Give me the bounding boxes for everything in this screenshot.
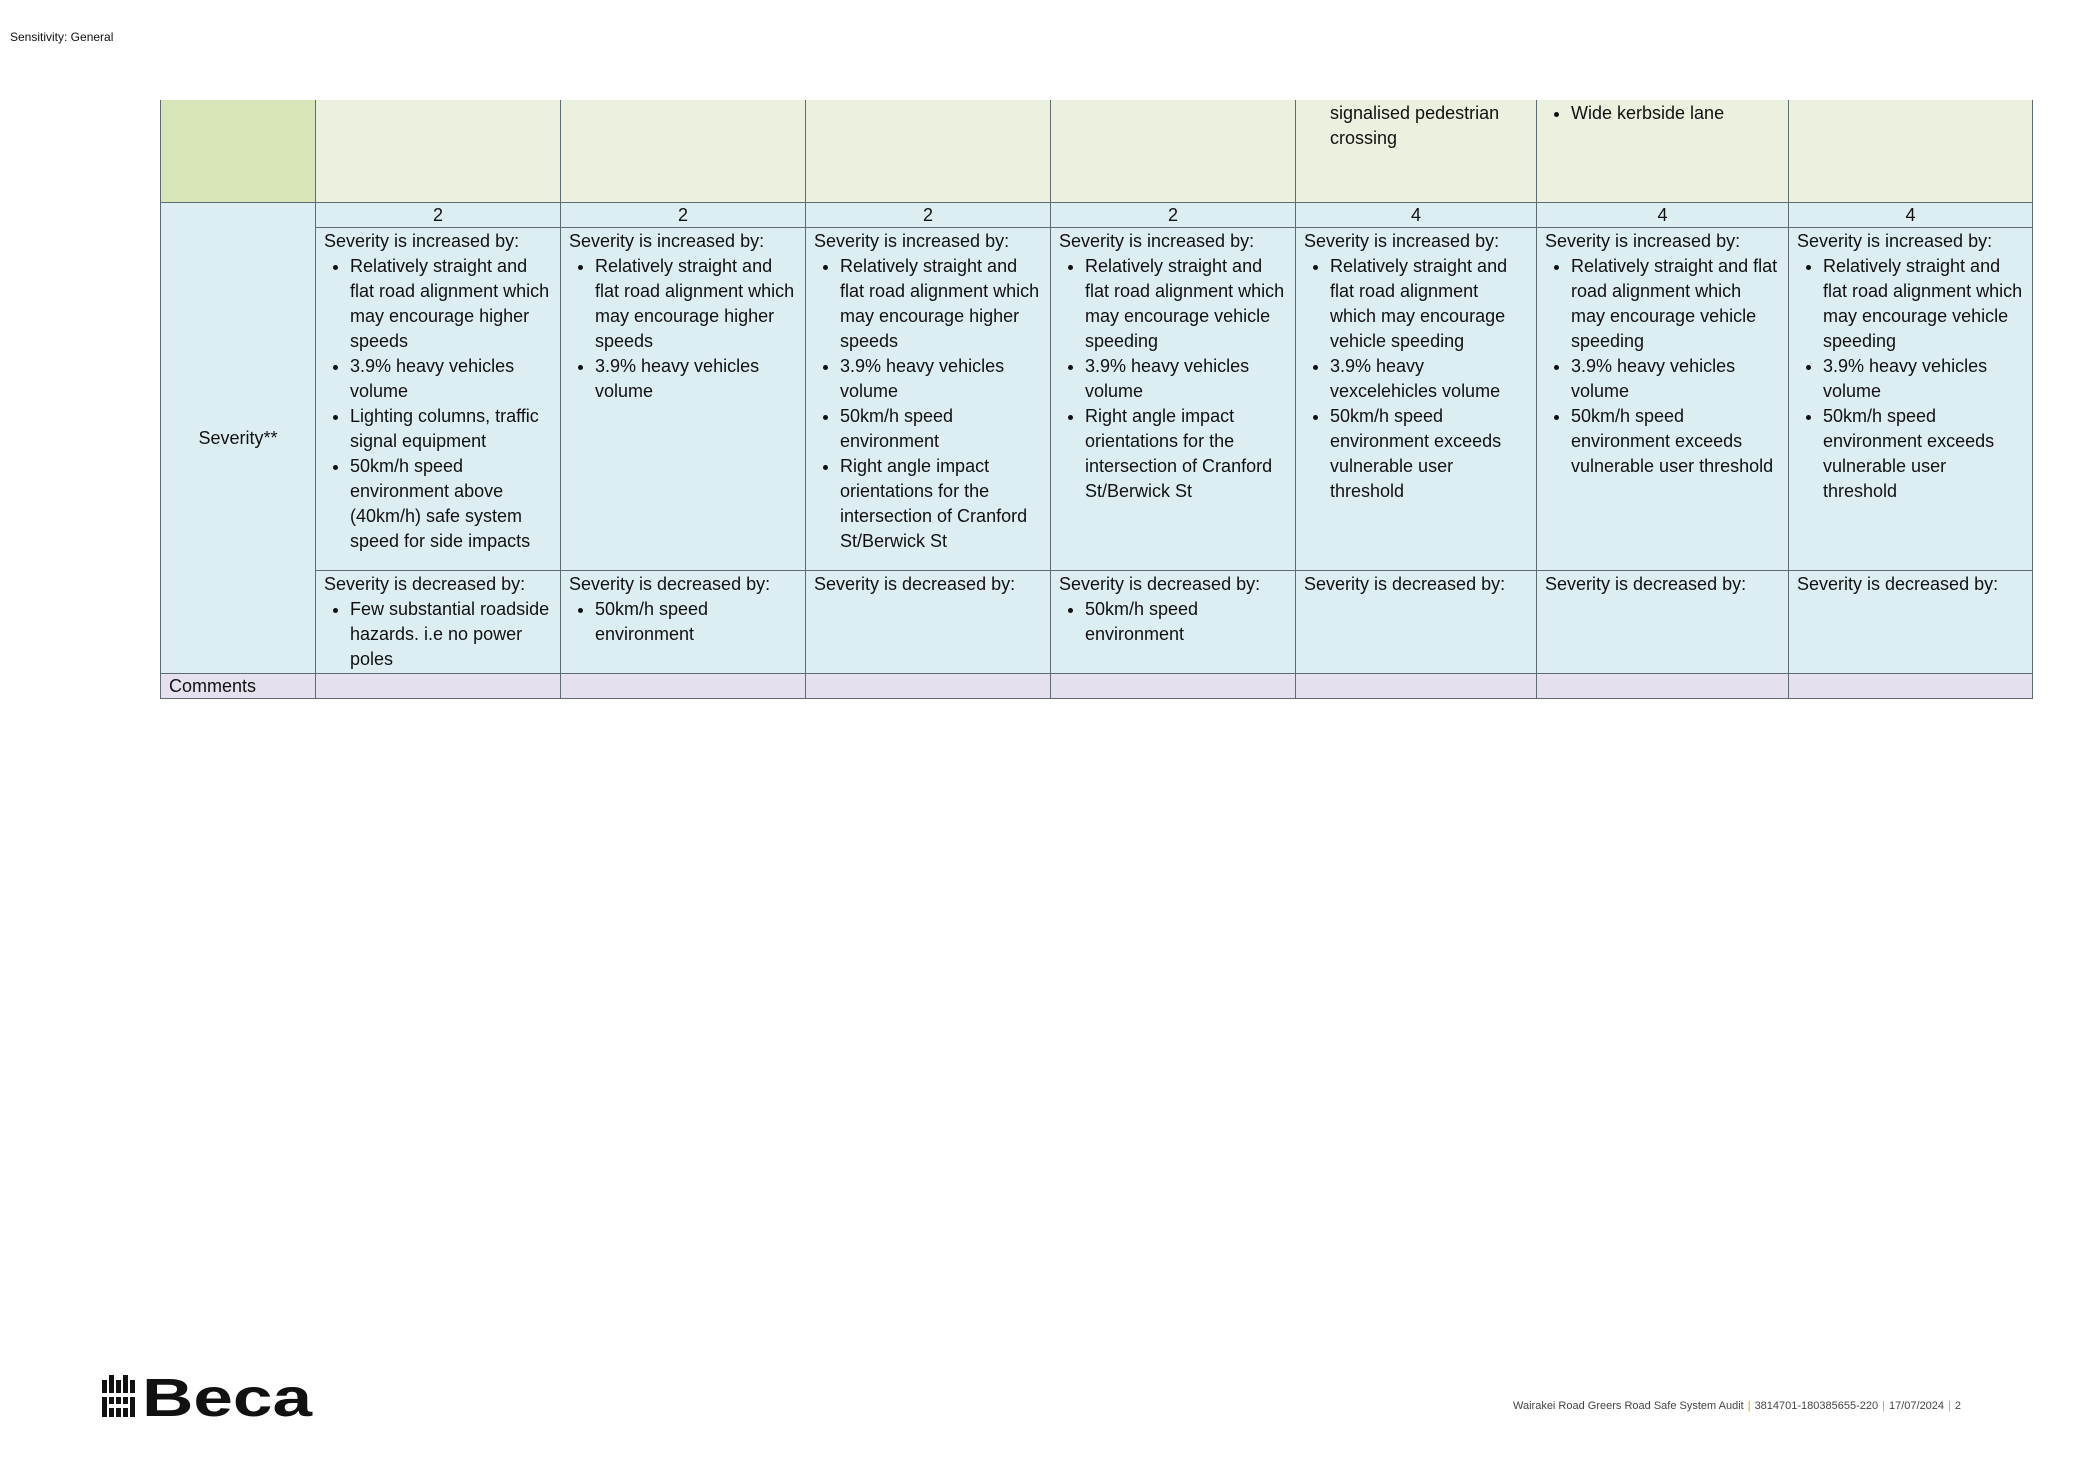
footer-doc-ref: 3814701-180385655-220: [1754, 1400, 1879, 1412]
comments-cell: [806, 674, 1051, 699]
decreased-heading: Severity is decreased by:: [814, 574, 1016, 594]
top-cell: [1051, 100, 1296, 203]
severity-decreased-cell: [1296, 571, 1537, 674]
top-cell: [561, 100, 806, 203]
bullet-item: • 3.9% heavy vehicles volume: [350, 354, 552, 404]
comments-cell: [1051, 674, 1296, 699]
severity-label: Severity**: [161, 203, 316, 674]
increased-list: [1059, 254, 1287, 504]
bullet-item: • 50km/h speed environment: [840, 404, 1042, 454]
severity-decreased-cell: [1537, 571, 1789, 674]
severity-score: 2: [806, 203, 1051, 228]
bullet-item: • 50km/h speed environment exceeds vulnerable user threshold: [1330, 404, 1528, 504]
severity-score: 2: [316, 203, 561, 228]
severity-score: 2: [561, 203, 806, 228]
increased-heading: Severity is increased by:: [1304, 231, 1500, 251]
severity-increased-cell: [1296, 228, 1537, 571]
decreased-heading: Severity is decreased by:: [1059, 574, 1261, 594]
audit-table: [160, 100, 2033, 699]
bullet-item: • 3.9% heavy vehicles volume: [1823, 354, 2024, 404]
decreased-heading: Severity is decreased by:: [324, 574, 526, 594]
comments-cell: [1296, 674, 1537, 699]
increased-heading: Severity is increased by:: [814, 231, 1010, 251]
comments-cell: [1537, 674, 1789, 699]
severity-increased-cell: [561, 228, 806, 571]
bullet-item: • 50km/h speed environment above (40km/h) safe system speed for side impacts: [350, 454, 552, 554]
severity-decreased-cell: [806, 571, 1051, 674]
bullet-item: • 3.9% heavy vehicles volume: [595, 354, 797, 404]
bullet-item: • 50km/h speed environment: [1085, 597, 1287, 647]
increased-list: [324, 254, 552, 554]
decreased-list: [569, 597, 797, 647]
decreased-heading: Severity is decreased by:: [569, 574, 771, 594]
bullet-item: • Right angle impact orientations for the intersection of Cranford St/Berwick St: [1085, 404, 1287, 504]
decreased-heading: Severity is decreased by:: [1797, 574, 1999, 594]
decreased-heading: Severity is decreased by:: [1304, 574, 1506, 594]
severity-score: 4: [1789, 203, 2033, 228]
beca-wordmark: Beca: [142, 1373, 314, 1419]
bullet-item: • Relatively straight and flat road alignment which may encourage higher speeds: [350, 254, 552, 354]
footer-info: [1513, 1400, 1961, 1412]
top-cell: [1296, 100, 1537, 203]
increased-list: [814, 254, 1042, 554]
top-cell: [316, 100, 561, 203]
comments-cell: [316, 674, 561, 699]
severity-increased-cell: [316, 228, 561, 571]
bullet-item: • 3.9% heavy vehicles volume: [840, 354, 1042, 404]
severity-decreased-cell: [1789, 571, 2033, 674]
severity-decreased-cell: [316, 571, 561, 674]
footer-separator: |: [1948, 1400, 1951, 1412]
footer-page: 2: [1954, 1400, 1962, 1412]
increased-list: [569, 254, 797, 404]
severity-decreased-cell: [561, 571, 806, 674]
bullet-item: signalised pedestrian crossing: [1330, 103, 1500, 148]
severity-increased-cell: [1789, 228, 2033, 571]
bullet-item: • 50km/h speed environment exceeds vulnerable user threshold: [1571, 404, 1780, 479]
top-cell: [806, 100, 1051, 203]
bullet-item: • Relatively straight and flat road alignment which may encourage vehicle speeding: [1571, 254, 1780, 354]
increased-heading: Severity is increased by:: [324, 231, 520, 251]
comments-label: Comments: [161, 674, 316, 699]
top-cell: [1537, 100, 1789, 203]
increased-list: [1545, 254, 1780, 479]
severity-decreased-cell: [1051, 571, 1296, 674]
beca-logo: [102, 1373, 314, 1419]
footer-separator: |: [1747, 1400, 1751, 1412]
increased-list: [1797, 254, 2024, 504]
bullet-item: • Relatively straight and flat road alignment which may encourage higher speeds: [595, 254, 797, 354]
increased-heading: Severity is increased by:: [1797, 231, 1993, 251]
bullet-item: • Right angle impact orientations for the intersection of Cranford St/Berwick St: [840, 454, 1042, 554]
severity-score-row: [161, 203, 2033, 228]
bullet-item: • Relatively straight and flat road alignment which may encourage vehicle speeding: [1085, 254, 1287, 354]
top-list: [1545, 101, 1780, 126]
bullet-item: • Few substantial roadside hazards. i.e no power poles: [350, 597, 552, 672]
footer-project: Wairakei Road Greers Road Safe System Audit: [1513, 1400, 1744, 1412]
comments-cell: [561, 674, 806, 699]
bullet-item: • 3.9% heavy vehicles volume: [1085, 354, 1287, 404]
top-row: [161, 100, 2033, 203]
footer-separator: |: [1882, 1400, 1885, 1412]
increased-list: [1304, 254, 1528, 504]
severity-score: 4: [1296, 203, 1537, 228]
comments-cell: [1789, 674, 2033, 699]
increased-heading: Severity is increased by:: [1545, 231, 1741, 251]
bullet-item: • Relatively straight and flat road alignment which may encourage vehicle speeding: [1330, 254, 1528, 354]
bullet-item: • 50km/h speed environment: [595, 597, 797, 647]
top-list: [1304, 101, 1528, 151]
increased-heading: Severity is increased by:: [1059, 231, 1255, 251]
severity-score: 2: [1051, 203, 1296, 228]
severity-increased-cell: [806, 228, 1051, 571]
comments-row: [161, 674, 2033, 699]
bullet-item: • Relatively straight and flat road alignment which may encourage vehicle speeding: [1823, 254, 2024, 354]
bullet-item: • Wide kerbside lane: [1571, 101, 1780, 126]
severity-increased-row: [161, 228, 2033, 571]
bullet-item: • 50km/h speed environment exceeds vulnerable user threshold: [1823, 404, 2024, 504]
increased-heading: Severity is increased by:: [569, 231, 765, 251]
top-row-label-cell: [161, 100, 316, 203]
bullet-item: • Relatively straight and flat road alignment which may encourage higher speeds: [840, 254, 1042, 354]
severity-decreased-row: [161, 571, 2033, 674]
severity-increased-cell: [1051, 228, 1296, 571]
severity-score: 4: [1537, 203, 1789, 228]
decreased-list: [1059, 597, 1287, 647]
bullet-item: • 3.9% heavy vexcelehicles volume: [1330, 354, 1528, 404]
decreased-heading: Severity is decreased by:: [1545, 574, 1747, 594]
decreased-list: [324, 597, 552, 672]
severity-increased-cell: [1537, 228, 1789, 571]
beca-mark-icon: [102, 1373, 314, 1419]
footer-date: 17/07/2024: [1888, 1400, 1945, 1412]
bullet-item: • Lighting columns, traffic signal equipment: [350, 404, 552, 454]
top-cell: [1789, 100, 2033, 203]
bullet-item: • 3.9% heavy vehicles volume: [1571, 354, 1780, 404]
sensitivity-label: Sensitivity: General: [10, 30, 114, 44]
